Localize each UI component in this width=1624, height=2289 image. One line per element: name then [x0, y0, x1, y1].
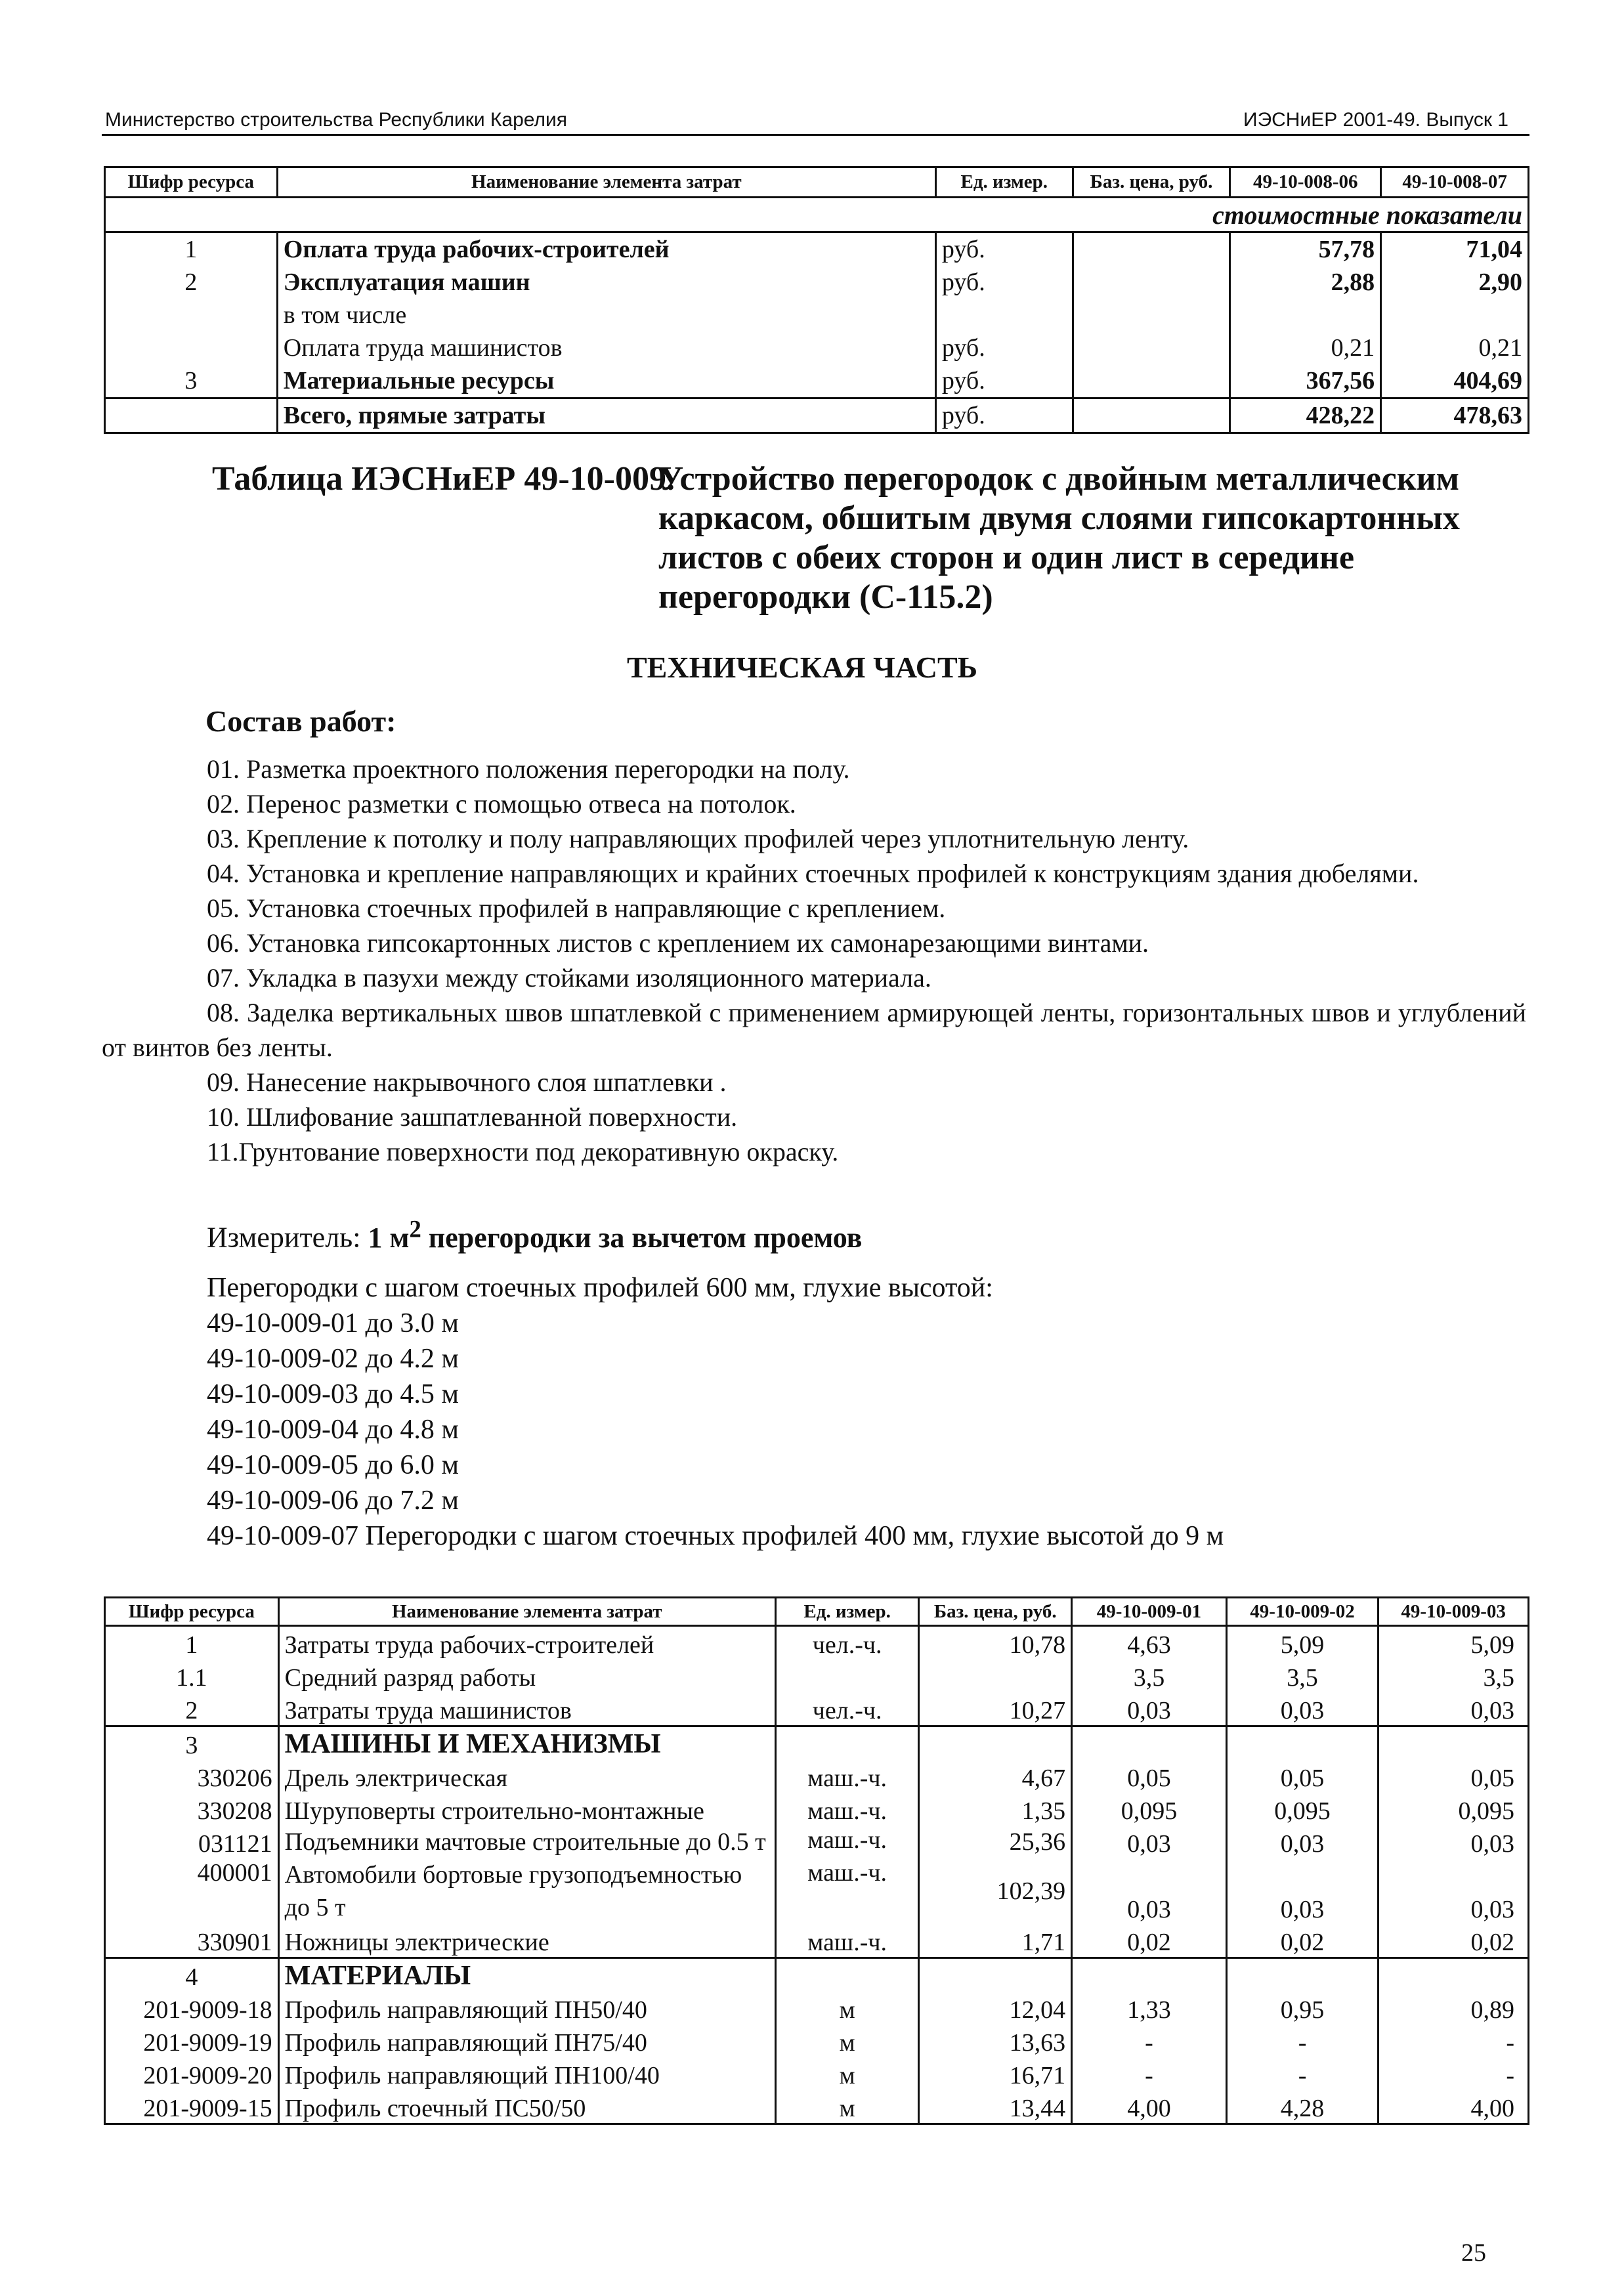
unit: м: [775, 1992, 919, 2024]
column-header: 49-10-009-02: [1226, 1598, 1378, 1626]
cost-element-name: Материальные ресурсы: [277, 364, 935, 398]
value-49-10-009-01: 4,00: [1072, 2090, 1227, 2124]
base-price: 10,27: [919, 1692, 1072, 1726]
base-price: [1073, 398, 1230, 433]
value-49-10-008-06: 2,88: [1230, 266, 1381, 299]
table-row-total: [105, 398, 1529, 433]
work-item: 06. Установка гипсокартонных листов с креплением их самонарезающими винтами.: [207, 928, 1149, 958]
resource-code: 3: [105, 1726, 279, 1761]
table-header-row: [105, 167, 1529, 198]
base-price: 13,44: [919, 2090, 1072, 2124]
column-header: 49-10-009-03: [1378, 1598, 1529, 1626]
unit: маш.-ч.: [775, 1826, 919, 1858]
variant-line: 49-10-009-06 до 7.2 м: [207, 1486, 459, 1516]
table-row: [105, 1626, 1529, 1660]
work-item: 05. Установка стоечных профилей в направляющие с креплением.: [207, 893, 946, 923]
unit: [935, 299, 1073, 332]
value-49-10-009-02: 0,03: [1226, 1826, 1378, 1858]
resource-code: 1: [105, 1626, 279, 1660]
value-49-10-009-02: -: [1226, 2057, 1378, 2090]
unit: маш.-ч.: [775, 1760, 919, 1793]
unit: маш.-ч.: [775, 1924, 919, 1958]
value-49-10-009-02: 0,02: [1226, 1924, 1378, 1958]
unit: руб.: [935, 398, 1073, 433]
work-item: 01. Разметка проектного положения перегородки на полу.: [207, 754, 850, 784]
table-row: [105, 1760, 1529, 1793]
value-49-10-009-02: 0,05: [1226, 1760, 1378, 1793]
resource-code: 4: [105, 1958, 279, 1992]
variant-line: 49-10-009-07 Перегородки с шагом стоечных профилей 400 мм, глухие высотой до 9 м: [207, 1521, 1224, 1551]
table-row: [105, 2090, 1529, 2124]
header-divider: [102, 134, 1529, 136]
value-49-10-009-02: [1226, 1726, 1378, 1761]
base-price: 10,78: [919, 1626, 1072, 1660]
column-header: Наименование элемента затрат: [278, 1598, 775, 1626]
table-row: [105, 2024, 1529, 2057]
works-list: [102, 752, 1526, 1169]
table-row: [105, 232, 1529, 267]
cost-element-name: в том числе: [277, 299, 935, 332]
work-item: 10. Шлифование зашпатлеванной поверхности.: [207, 1102, 738, 1132]
cost-element-name: Автомобили бортовые грузоподъемностью до 5 т: [278, 1858, 775, 1924]
measure-superscript: 2: [409, 1215, 421, 1242]
value-49-10-009-01: 0,05: [1072, 1760, 1227, 1793]
unit: чел.-ч.: [775, 1626, 919, 1660]
value-49-10-008-07: 478,63: [1381, 398, 1529, 433]
unit: руб.: [935, 232, 1073, 267]
cost-element-name: Всего, прямые затраты: [277, 398, 935, 433]
cost-indicators-table: [104, 166, 1529, 434]
unit: руб.: [935, 364, 1073, 398]
resource-code: 330206: [105, 1760, 279, 1793]
base-price: 4,67: [919, 1760, 1072, 1793]
value-49-10-009-01: 0,03: [1072, 1826, 1227, 1858]
cost-indicators-subheader: стоимостные показатели: [105, 198, 1529, 232]
resource-code: 201-9009-19: [105, 2024, 279, 2057]
cost-element-name: Профиль направляющий ПН50/40: [278, 1992, 775, 2024]
variant-line: 49-10-009-01 до 3.0 м: [207, 1308, 459, 1338]
table-subheader-row: [105, 198, 1529, 232]
resource-code: 2: [105, 1692, 279, 1726]
variant-line: 49-10-009-04 до 4.8 м: [207, 1415, 459, 1445]
base-price: 102,39: [919, 1858, 1072, 1924]
value-49-10-009-02: 0,03: [1226, 1692, 1378, 1726]
value-49-10-009-03: 0,02: [1378, 1924, 1529, 1958]
base-price: 1,71: [919, 1924, 1072, 1958]
header-ministry: Министерство строительства Республики Карелия: [105, 109, 567, 131]
column-header: 49-10-008-06: [1230, 167, 1381, 198]
table-group-row: [105, 1726, 1529, 1761]
cost-element-name: Затраты труда рабочих-строителей: [278, 1626, 775, 1660]
value-49-10-009-01: 0,095: [1072, 1793, 1227, 1826]
value-49-10-009-03: 5,09: [1378, 1626, 1529, 1660]
value-49-10-009-01: 0,02: [1072, 1924, 1227, 1958]
value-49-10-009-03: -: [1378, 2057, 1529, 2090]
resources-table: [104, 1596, 1529, 2125]
column-header: Шифр ресурса: [105, 1598, 279, 1626]
variant-line: 49-10-009-02 до 4.2 м: [207, 1344, 459, 1374]
table-row: [105, 1992, 1529, 2024]
variant-line: 49-10-009-05 до 6.0 м: [207, 1450, 459, 1480]
base-price: [919, 1958, 1072, 1992]
column-header: Баз. цена, руб.: [1073, 167, 1230, 198]
measure-value-a: 1 м: [368, 1221, 410, 1254]
table-row: [105, 332, 1529, 364]
section-heading: ТЕХНИЧЕСКАЯ ЧАСТЬ: [627, 651, 978, 684]
table-row: [105, 299, 1529, 332]
resource-code: 201-9009-18: [105, 1992, 279, 2024]
table-header-row: [105, 1598, 1529, 1626]
resource-code: 1.1: [105, 1659, 279, 1692]
variant-line: Перегородки с шагом стоечных профилей 600 мм, глухие высотой:: [207, 1273, 993, 1303]
resource-code: 330208: [105, 1793, 279, 1826]
work-item: 08. Заделка вертикальных швов шпатлевкой с применением армирующей ленты, горизонтальных швов и углублений от винтов без ленты.: [102, 998, 1526, 1062]
value-49-10-009-03: 0,03: [1378, 1858, 1529, 1924]
measure-value: [368, 1215, 863, 1254]
value-49-10-008-07: 0,21: [1381, 332, 1529, 364]
base-price: [1073, 364, 1230, 398]
resource-code: 1: [105, 232, 278, 267]
base-price: [1073, 232, 1230, 267]
value-49-10-008-06: 367,56: [1230, 364, 1381, 398]
unit: [775, 1726, 919, 1761]
unit: руб.: [935, 266, 1073, 299]
measure-value-b: перегородки за вычетом проемов: [421, 1221, 863, 1254]
value-49-10-009-02: 0,03: [1226, 1858, 1378, 1924]
table-row: [105, 1793, 1529, 1826]
table-row: [105, 1659, 1529, 1692]
base-price: 1,35: [919, 1793, 1072, 1826]
value-49-10-008-06: 57,78: [1230, 232, 1381, 267]
resource-code: 400001: [105, 1858, 279, 1924]
value-49-10-008-07: 2,90: [1381, 266, 1529, 299]
value-49-10-008-06: 0,21: [1230, 332, 1381, 364]
resource-code: [105, 299, 278, 332]
resource-code: 3: [105, 364, 278, 398]
unit: м: [775, 2090, 919, 2124]
value-49-10-009-01: [1072, 1726, 1227, 1761]
cost-element-name: Подъемники мачтовые строительные до 0.5 т: [278, 1826, 775, 1858]
value-49-10-009-01: 1,33: [1072, 1992, 1227, 2024]
value-49-10-009-02: -: [1226, 2024, 1378, 2057]
works-heading: Состав работ:: [205, 704, 396, 738]
base-price: 25,36: [919, 1826, 1072, 1858]
work-item: 09. Нанесение накрывочного слоя шпатлевки .: [207, 1067, 727, 1097]
resource-code: 2: [105, 266, 278, 299]
unit: м: [775, 2024, 919, 2057]
work-item: 04. Установка и крепление направляющих и крайних стоечных профилей к конструкциям здания дюбелями.: [207, 859, 1419, 888]
unit: [775, 1659, 919, 1692]
value-49-10-009-02: 0,95: [1226, 1992, 1378, 2024]
value-49-10-009-03: 3,5: [1378, 1659, 1529, 1692]
column-header: 49-10-008-07: [1381, 167, 1529, 198]
resource-code: 031121: [105, 1826, 279, 1858]
value-49-10-009-01: 4,63: [1072, 1626, 1227, 1660]
value-49-10-009-01: 0,03: [1072, 1858, 1227, 1924]
value-49-10-009-03: [1378, 1726, 1529, 1761]
resource-code: 201-9009-15: [105, 2090, 279, 2124]
cost-element-name: Профиль направляющий ПН75/40: [278, 2024, 775, 2057]
work-item: 07. Укладка в пазухи между стойками изоляционного материала.: [207, 963, 931, 993]
value-49-10-009-01: -: [1072, 2024, 1227, 2057]
value-49-10-009-02: 0,095: [1226, 1793, 1378, 1826]
unit: руб.: [935, 332, 1073, 364]
work-item: 11.Грунтование поверхности под декоративную окраску.: [207, 1137, 839, 1166]
resource-code: 330901: [105, 1924, 279, 1958]
column-header: Ед. измер.: [935, 167, 1073, 198]
value-49-10-008-07: 404,69: [1381, 364, 1529, 398]
table-title-text: Устройство перегородок с двойным металлическим каркасом, обшитым двумя слоями гипсокартонных листов с обеих сторон и один лист в середине перегородки (С-115.2): [658, 460, 1460, 616]
measure-unit: [207, 1214, 862, 1254]
resource-code: [105, 332, 278, 364]
value-49-10-009-02: 5,09: [1226, 1626, 1378, 1660]
resource-code: [105, 398, 278, 433]
cost-element-name: Профиль направляющий ПН100/40: [278, 2057, 775, 2090]
unit: маш.-ч.: [775, 1793, 919, 1826]
cost-element-name: Шуруповерты строительно-монтажные: [278, 1793, 775, 1826]
cost-element-name: Ножницы электрические: [278, 1924, 775, 1958]
table-row: [105, 1692, 1529, 1726]
table-row: [105, 1924, 1529, 1958]
table-group-row: [105, 1958, 1529, 1992]
unit: [775, 1958, 919, 1992]
value-49-10-009-01: [1072, 1958, 1227, 1992]
table-title-label: Таблица ИЭСНиЕР 49-10-009.: [212, 460, 675, 498]
value-49-10-009-03: 0,05: [1378, 1760, 1529, 1793]
unit: чел.-ч.: [775, 1692, 919, 1726]
table-row: [105, 2057, 1529, 2090]
value-49-10-009-03: 4,00: [1378, 2090, 1529, 2124]
work-item: 02. Перенос разметки с помощью отвеса на потолок.: [207, 789, 796, 819]
value-49-10-008-06: [1230, 299, 1381, 332]
base-price: [1073, 332, 1230, 364]
column-header: Наименование элемента затрат: [277, 167, 935, 198]
cost-element-name: Оплата труда машинистов: [277, 332, 935, 364]
value-49-10-009-03: 0,03: [1378, 1826, 1529, 1858]
table-row: [105, 364, 1529, 398]
cost-element-name: Затраты труда машинистов: [278, 1692, 775, 1726]
variants-list: [207, 1270, 1224, 1554]
column-header: Баз. цена, руб.: [919, 1598, 1072, 1626]
value-49-10-009-02: 3,5: [1226, 1659, 1378, 1692]
header-document-code: ИЭСНиЕР 2001-49. Выпуск 1: [1243, 109, 1508, 131]
table-row: [105, 266, 1529, 299]
value-49-10-009-02: 4,28: [1226, 2090, 1378, 2124]
group-name: МАТЕРИАЛЫ: [278, 1958, 775, 1992]
table-row: [105, 1826, 1529, 1858]
page-number: 25: [1461, 2239, 1486, 2267]
table-row: [105, 1858, 1529, 1924]
base-price: 16,71: [919, 2057, 1072, 2090]
cost-element-name: Профиль стоечный ПС50/50: [278, 2090, 775, 2124]
cost-element-name: Средний разряд работы: [278, 1659, 775, 1692]
resource-code: 201-9009-20: [105, 2057, 279, 2090]
value-49-10-009-02: [1226, 1958, 1378, 1992]
value-49-10-009-03: -: [1378, 2024, 1529, 2057]
base-price: [919, 1659, 1072, 1692]
value-49-10-009-03: 0,89: [1378, 1992, 1529, 2024]
unit: м: [775, 2057, 919, 2090]
work-item: 03. Крепление к потолку и полу направляющих профилей через уплотнительную ленту.: [207, 824, 1189, 853]
value-49-10-009-01: 3,5: [1072, 1659, 1227, 1692]
base-price: [1073, 266, 1230, 299]
base-price: 12,04: [919, 1992, 1072, 2024]
value-49-10-008-06: 428,22: [1230, 398, 1381, 433]
value-49-10-009-01: -: [1072, 2057, 1227, 2090]
column-header: Ед. измер.: [775, 1598, 919, 1626]
value-49-10-008-07: [1381, 299, 1529, 332]
value-49-10-009-03: 0,095: [1378, 1793, 1529, 1826]
cost-element-name: Оплата труда рабочих-строителей: [277, 232, 935, 267]
base-price: [919, 1726, 1072, 1761]
value-49-10-008-07: 71,04: [1381, 232, 1529, 267]
column-header: Шифр ресурса: [105, 167, 278, 198]
value-49-10-009-03: 0,03: [1378, 1692, 1529, 1726]
value-49-10-009-03: [1378, 1958, 1529, 1992]
cost-element-name: Эксплуатация машин: [277, 266, 935, 299]
measure-label: Измеритель:: [207, 1221, 368, 1254]
unit: маш.-ч.: [775, 1858, 919, 1924]
group-name: МАШИНЫ И МЕХАНИЗМЫ: [278, 1726, 775, 1761]
value-49-10-009-01: 0,03: [1072, 1692, 1227, 1726]
base-price: 13,63: [919, 2024, 1072, 2057]
cost-element-name: Дрель электрическая: [278, 1760, 775, 1793]
column-header: 49-10-009-01: [1072, 1598, 1227, 1626]
variant-line: 49-10-009-03 до 4.5 м: [207, 1379, 459, 1409]
base-price: [1073, 299, 1230, 332]
